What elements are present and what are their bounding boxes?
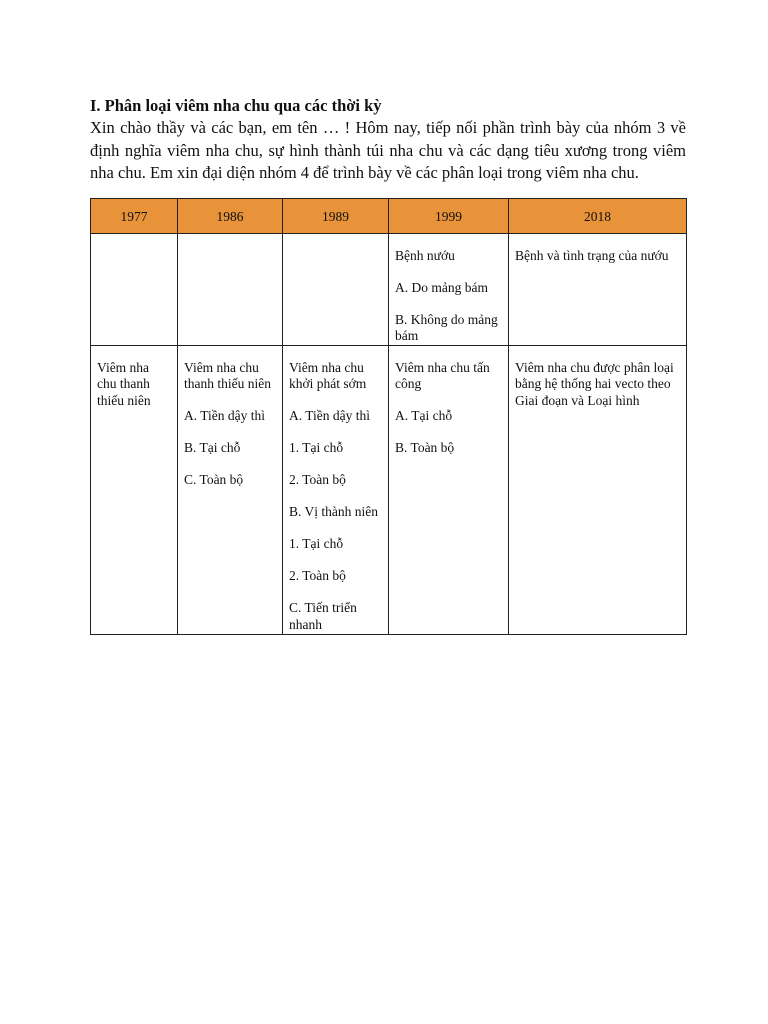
cell-text: B. Vị thành niên xyxy=(289,504,378,519)
table-cell xyxy=(509,345,687,634)
table-cell xyxy=(178,233,283,345)
cell-text: 1. Tại chỗ xyxy=(289,440,344,455)
cell-text: Viêm nha chu thanh thiếu niên xyxy=(184,359,271,391)
cell-text: A. Do mảng bám xyxy=(395,279,488,295)
intro-paragraph: Xin chào thầy và các bạn, em tên … ! Hôm nay, tiếp nối phần trình bày của nhóm 3 về định nghĩa viêm nha chu, sự hình thành túi nha chu và các dạng tiêu xương trong viêm nha chu. Em xin đại diện nhóm 4 để trình bày về các phân loại trong viêm nha chu. xyxy=(90,118,686,182)
cell-text: 1. Tại chỗ xyxy=(289,536,344,551)
cell-text: C. Toàn bộ xyxy=(184,472,244,487)
cell-text: B. Tại chỗ xyxy=(184,440,241,455)
cell-text: 2. Toàn bộ xyxy=(289,472,346,487)
table-cell xyxy=(283,233,389,345)
table-cell xyxy=(389,345,509,634)
table-cell xyxy=(91,345,178,634)
classification-table xyxy=(90,198,687,635)
cell-text: Viêm nha chu thanh thiếu niên xyxy=(97,359,151,408)
table-cell xyxy=(509,233,687,345)
year-header: 1986 xyxy=(178,198,283,233)
cell-text: Viêm nha chu tấn công xyxy=(395,359,490,391)
cell-text: Bệnh và tình trạng của nướu xyxy=(515,247,669,263)
cell-text: A. Tiền dậy thì xyxy=(184,408,266,423)
table-row-gingival xyxy=(91,233,687,345)
cell-text: Viêm nha chu được phân loại bằng hệ thống hai vecto theo Giai đoạn và Loại hình xyxy=(515,359,674,408)
cell-text: C. Tiến triển nhanh xyxy=(289,600,357,632)
year-header: 1999 xyxy=(389,198,509,233)
document-page xyxy=(90,95,686,635)
table-header-row xyxy=(91,198,687,233)
year-header: 1989 xyxy=(283,198,389,233)
cell-text: 2. Toàn bộ xyxy=(289,568,346,583)
cell-text: A. Tại chỗ xyxy=(395,408,453,423)
cell-text: A. Tiền dậy thì xyxy=(289,408,371,423)
table-cell xyxy=(283,345,389,634)
table-cell xyxy=(178,345,283,634)
table-cell xyxy=(91,233,178,345)
year-header: 1977 xyxy=(91,198,178,233)
table-row-periodontitis xyxy=(91,345,687,634)
cell-text: Viêm nha chu khởi phát sớm xyxy=(289,359,367,391)
cell-text: Bệnh nướu xyxy=(395,247,455,263)
table-cell xyxy=(389,233,509,345)
year-header: 2018 xyxy=(509,198,687,233)
cell-text: B. Toàn bộ xyxy=(395,440,455,455)
section-heading: I. Phân loại viêm nha chu qua các thời kỳ xyxy=(90,96,382,115)
cell-text: B. Không do mảng bám xyxy=(395,311,498,343)
